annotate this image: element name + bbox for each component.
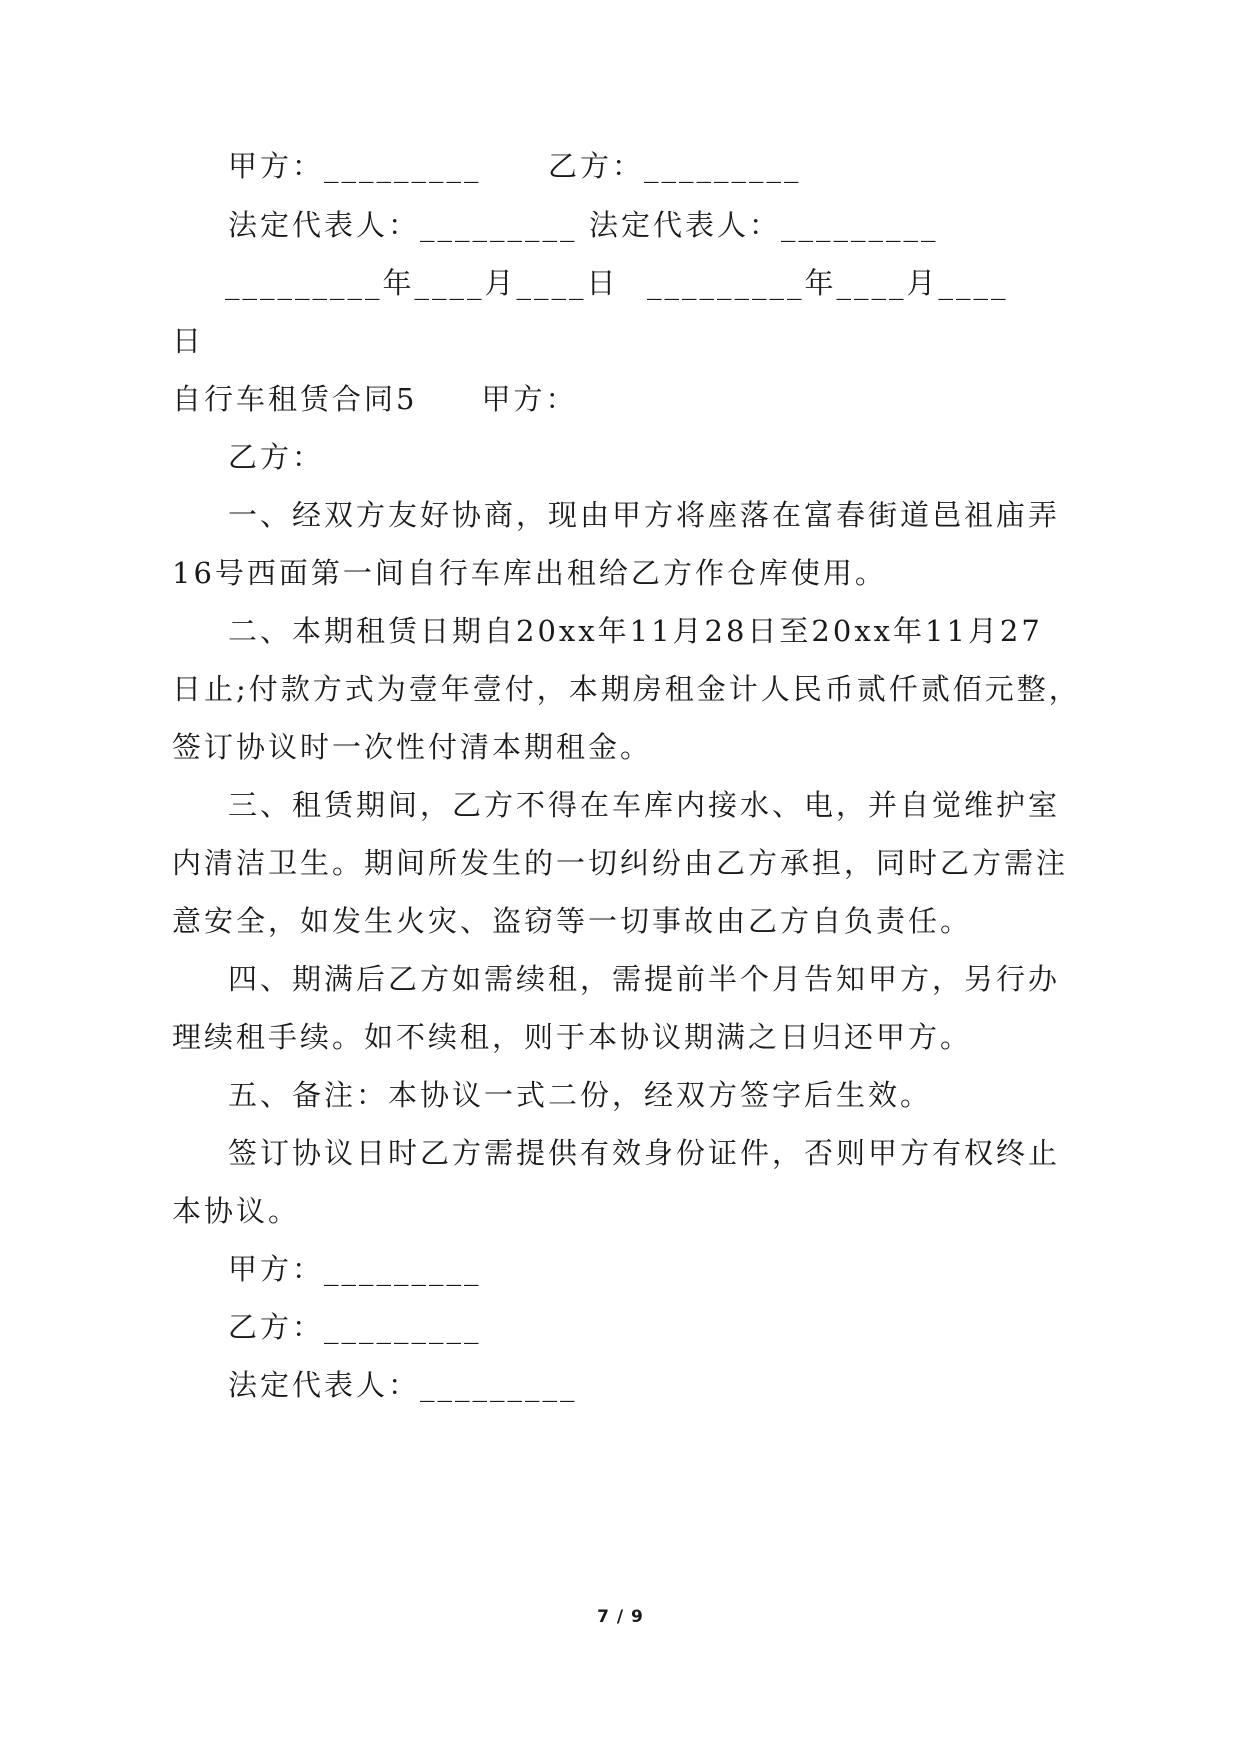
clause-1-line-2: 16号西面第一间自行车库出租给乙方作仓库使用。 bbox=[172, 556, 887, 590]
date-a-line: _________年____月____日 bbox=[225, 266, 619, 300]
party-b-label: 乙方： bbox=[228, 440, 325, 474]
clause-3-line-3: 意安全，如发生火灾、盗窃等一切事故由乙方自负责任。 bbox=[172, 904, 973, 938]
bottom-party-b-signature-line: 乙方：_________ bbox=[228, 1310, 482, 1344]
clause-1-line-1: 一、经双方友好协商，现由甲方将座落在富春街道邑祖庙弄 bbox=[228, 498, 1061, 532]
bottom-party-a-signature-line: 甲方：_________ bbox=[228, 1252, 482, 1286]
clause-3-line-2: 内清洁卫生。期间所发生的一切纠纷由乙方承担，同时乙方需注 bbox=[172, 846, 1069, 880]
legal-rep-a-line: 法定代表人：_________ bbox=[228, 208, 578, 242]
bottom-legal-rep-line: 法定代表人：_________ bbox=[228, 1368, 578, 1402]
clause-4-line-2: 理续租手续。如不续租，则于本协议期满之日归还甲方。 bbox=[172, 1020, 973, 1054]
clause-4-line-1: 四、期满后乙方如需续租，需提前半个月告知甲方，另行办 bbox=[228, 962, 1061, 996]
clause-2-line-1: 二、本期租赁日期自20xx年11月28日至20xx年11月27 bbox=[228, 614, 1043, 648]
clause-5-line-1: 五、备注：本协议一式二份，经双方签字后生效。 bbox=[228, 1078, 933, 1112]
party-a-signature-line: 甲方：_________ bbox=[228, 149, 482, 183]
page-number: 7 / 9 bbox=[597, 1607, 644, 1627]
clause-3-line-1: 三、租赁期间，乙方不得在车库内接水、电，并自觉维护室 bbox=[228, 788, 1061, 822]
date-b-line: _________年____月____ bbox=[647, 266, 1009, 300]
clause-2-line-2: 日止;付款方式为壹年壹付，本期房租金计人民币贰仟贰佰元整， bbox=[172, 672, 1081, 706]
legal-rep-b-line: 法定代表人：_________ bbox=[589, 208, 939, 242]
note-line-2: 本协议。 bbox=[172, 1194, 301, 1228]
clause-2-line-3: 签订协议时一次性付清本期租金。 bbox=[172, 730, 653, 764]
note-line-1: 签订协议日时乙方需提供有效身份证件，否则甲方有权终止 bbox=[228, 1136, 1061, 1170]
party-b-signature-line: 乙方：_________ bbox=[548, 149, 802, 183]
contract-title: 自行车租赁合同5 甲方： bbox=[172, 382, 578, 416]
date-b-day: 日 bbox=[172, 324, 205, 358]
